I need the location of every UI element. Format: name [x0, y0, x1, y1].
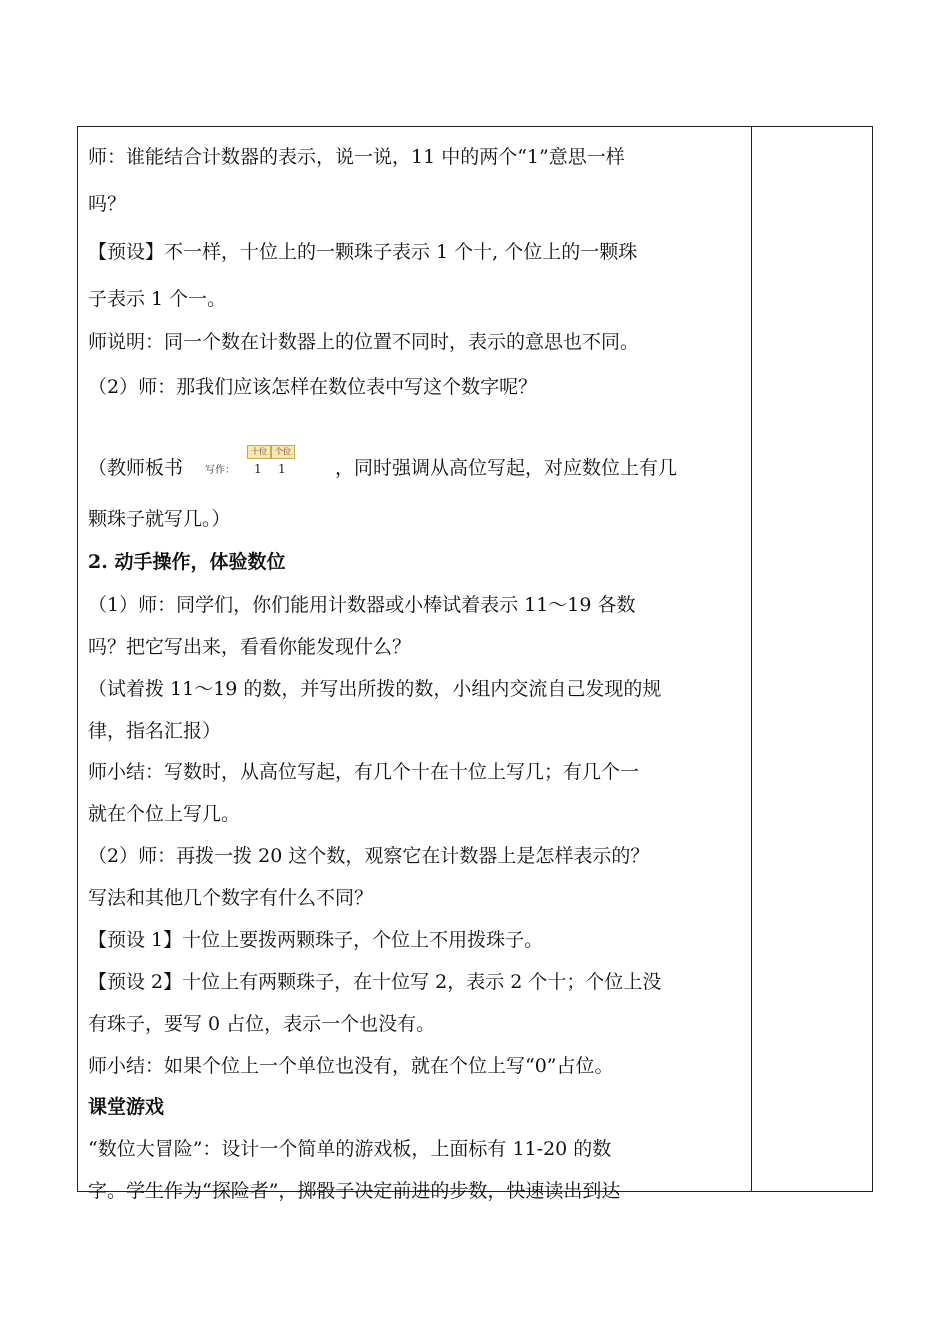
ones-digit: 1	[278, 462, 286, 476]
board-text-before: （教师板书	[88, 457, 184, 479]
text-line: 就在个位上写几。	[88, 803, 241, 825]
board-line	[88, 437, 677, 481]
text-line: 师小结：写数时，从高位写起，有几个十在十位上写几；有几个一	[88, 761, 640, 783]
text-line: 写法和其他几个数字有什么不同？	[88, 887, 374, 909]
text-line: 吗？	[88, 193, 127, 215]
place-value-figure	[189, 441, 329, 481]
text-line: 字。学生作为“探险者”，掷骰子决定前进的步数，快速读出到达	[88, 1180, 621, 1202]
text-line: 【预设】不一样，十位上的一颗珠子表示 1 个十, 个位上的一颗珠	[88, 241, 638, 263]
text-line: 【预设 1】十位上要拨两颗珠子，个位上不用拨珠子。	[88, 929, 544, 951]
text-line: （试着拨 11～19 的数，并写出所拨的数，小组内交流自己发现的规	[88, 678, 662, 700]
write-label: 写作：	[205, 465, 236, 476]
tens-header: 十位	[247, 445, 271, 459]
text-line: 有珠子，要写 0 占位，表示一个也没有。	[88, 1013, 436, 1035]
text-line: 【预设 2】十位上有两颗珠子，在十位写 2，表示 2 个十；个位上没	[88, 971, 662, 993]
text-line: 师：谁能结合计数器的表示，说一说，11 中的两个“1”意思一样	[88, 146, 625, 168]
text-line: 吗？把它写出来，看看你能发现什么？	[88, 636, 412, 658]
text-line: 律，指名汇报）	[88, 720, 222, 742]
text-line: 师说明：同一个数在计数器上的位置不同时，表示的意思也不同。	[88, 331, 640, 353]
text-line: （1）师：同学们，你们能用计数器或小棒试着表示 11～19 各数	[88, 594, 636, 616]
text-line: 师小结：如果个位上一个单位也没有，就在个位上写“0”占位。	[88, 1055, 614, 1077]
text-line: “数位大冒险”：设计一个简单的游戏板，上面标有 11-20 的数	[88, 1138, 612, 1160]
text-line: 子表示 1 个一。	[88, 288, 227, 310]
tens-digit: 1	[254, 462, 262, 476]
text-line: （2）师：再拨一拨 20 这个数，观察它在计数器上是怎样表示的？	[88, 845, 650, 867]
column-divider	[751, 127, 752, 1191]
text-line: 颗珠子就写几。）	[88, 508, 231, 530]
section-heading: 课堂游戏	[88, 1096, 165, 1118]
text-line: （2）师：那我们应该怎样在数位表中写这个数字呢？	[88, 376, 538, 398]
ones-header: 个位	[271, 445, 295, 459]
board-text-after: ，同时强调从高位写起，对应数位上有几	[335, 457, 678, 479]
lesson-table	[77, 126, 873, 1202]
section-heading: 2. 动手操作，体验数位	[88, 551, 286, 573]
